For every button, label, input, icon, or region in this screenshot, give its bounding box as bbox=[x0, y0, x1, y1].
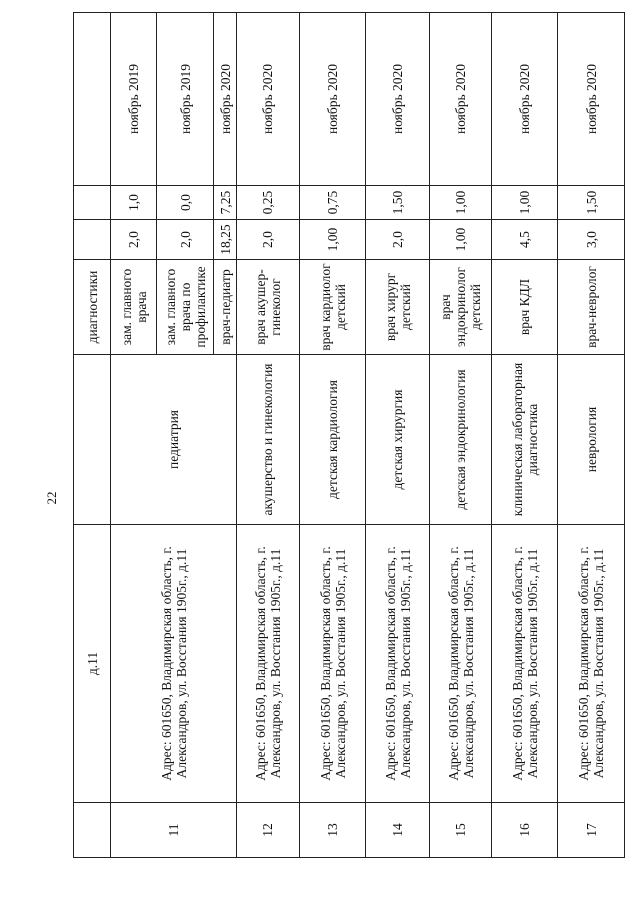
position-cell: врач КДЛ bbox=[492, 260, 558, 355]
rate-b-cell bbox=[74, 186, 111, 220]
row-number: 15 bbox=[430, 803, 492, 858]
table-row bbox=[430, 13, 492, 858]
table-row bbox=[558, 13, 625, 858]
date-cell: ноябрь 2020 bbox=[558, 13, 625, 186]
position-cell: врач кардиолог детский bbox=[299, 260, 365, 355]
rate-b-cell: 1,50 bbox=[558, 186, 625, 220]
date-cell: ноябрь 2020 bbox=[492, 13, 558, 186]
specialty-cell: акушерство и гинекология bbox=[237, 355, 300, 525]
specialty-cell: клиническая лабораторная диагностика bbox=[492, 355, 558, 525]
row-number: 12 bbox=[237, 803, 300, 858]
address-cell: Адрес: 601650, Владимирская область, г. Александров, ул. Восстания 1905г., д.11 bbox=[558, 525, 625, 803]
position-cell: врач-педиатр bbox=[214, 260, 237, 355]
date-cell: ноябрь 2019 bbox=[157, 13, 214, 186]
rate-a-cell: 2,0 bbox=[366, 220, 430, 260]
address-cell: Адрес: 601650, Владимирская область, г. Александров, ул. Восстания 1905г., д.11 bbox=[111, 525, 237, 803]
position-cell: зам. главного врача bbox=[111, 260, 157, 355]
rate-a-cell: 18,25 bbox=[214, 220, 237, 260]
date-cell: ноябрь 2020 bbox=[214, 13, 237, 186]
specialty-cell: детская кардиология bbox=[299, 355, 365, 525]
row-number: 17 bbox=[558, 803, 625, 858]
specialty-cell: неврология bbox=[558, 355, 625, 525]
date-cell: ноябрь 2020 bbox=[299, 13, 365, 186]
rate-b-cell: 0,25 bbox=[237, 186, 300, 220]
address-cell: Адрес: 601650, Владимирская область, г. Александров, ул. Восстания 1905г., д.11 bbox=[366, 525, 430, 803]
address-cell: Адрес: 601650, Владимирская область, г. Александров, ул. Восстания 1905г., д.11 bbox=[237, 525, 300, 803]
staff-table bbox=[73, 12, 625, 858]
specialty-cell: детская эндокринология bbox=[430, 355, 492, 525]
rate-a-cell: 2,0 bbox=[111, 220, 157, 260]
position-cell: зам. главного врача по профилактике bbox=[157, 260, 214, 355]
date-cell: ноябрь 2019 bbox=[111, 13, 157, 186]
position-cell: врач хирург детский bbox=[366, 260, 430, 355]
position-cell: диагностики bbox=[74, 260, 111, 355]
rate-b-cell: 0,75 bbox=[299, 186, 365, 220]
table-row bbox=[74, 13, 111, 858]
position-cell: врач акушер-гинеколог bbox=[237, 260, 300, 355]
row-number: 11 bbox=[111, 803, 237, 858]
address-cell: Адрес: 601650, Владимирская область, г. Александров, ул. Восстания 1905г., д.11 bbox=[492, 525, 558, 803]
rate-a-cell bbox=[74, 220, 111, 260]
date-cell: ноябрь 2020 bbox=[366, 13, 430, 186]
row-number: 14 bbox=[366, 803, 430, 858]
address-cell: д.11 bbox=[74, 525, 111, 803]
table-row bbox=[237, 13, 300, 858]
date-cell: ноябрь 2020 bbox=[237, 13, 300, 186]
specialty-cell: педиатрия bbox=[111, 355, 237, 525]
rate-a-cell: 1,00 bbox=[299, 220, 365, 260]
date-cell bbox=[74, 13, 111, 186]
table-row bbox=[299, 13, 365, 858]
rate-b-cell: 1,50 bbox=[366, 186, 430, 220]
position-cell: врач-невролог bbox=[558, 260, 625, 355]
page-number: 22 bbox=[44, 491, 59, 505]
address-cell: Адрес: 601650, Владимирская область, г. Александров, ул. Восстания 1905г., д.11 bbox=[430, 525, 492, 803]
rate-a-cell: 4,5 bbox=[492, 220, 558, 260]
date-cell: ноябрь 2020 bbox=[430, 13, 492, 186]
rate-b-cell: 1,0 bbox=[111, 186, 157, 220]
rate-a-cell: 2,0 bbox=[237, 220, 300, 260]
rate-a-cell: 1,00 bbox=[430, 220, 492, 260]
rate-b-cell: 1,00 bbox=[492, 186, 558, 220]
table-row bbox=[366, 13, 430, 858]
row-number: 13 bbox=[299, 803, 365, 858]
specialty-cell: детская хирургия bbox=[366, 355, 430, 525]
rate-a-cell: 3,0 bbox=[558, 220, 625, 260]
rate-b-cell: 1,00 bbox=[430, 186, 492, 220]
table-row bbox=[492, 13, 558, 858]
num-cell bbox=[74, 803, 111, 858]
position-cell: врач эндокринолог детский bbox=[430, 260, 492, 355]
rate-a-cell: 2,0 bbox=[157, 220, 214, 260]
address-cell: Адрес: 601650, Владимирская область, г. Александров, ул. Восстания 1905г., д.11 bbox=[299, 525, 365, 803]
table-row bbox=[111, 13, 157, 858]
row-number: 16 bbox=[492, 803, 558, 858]
rate-b-cell: 7,25 bbox=[214, 186, 237, 220]
rate-b-cell: 0,0 bbox=[157, 186, 214, 220]
specialty-cell bbox=[74, 355, 111, 525]
